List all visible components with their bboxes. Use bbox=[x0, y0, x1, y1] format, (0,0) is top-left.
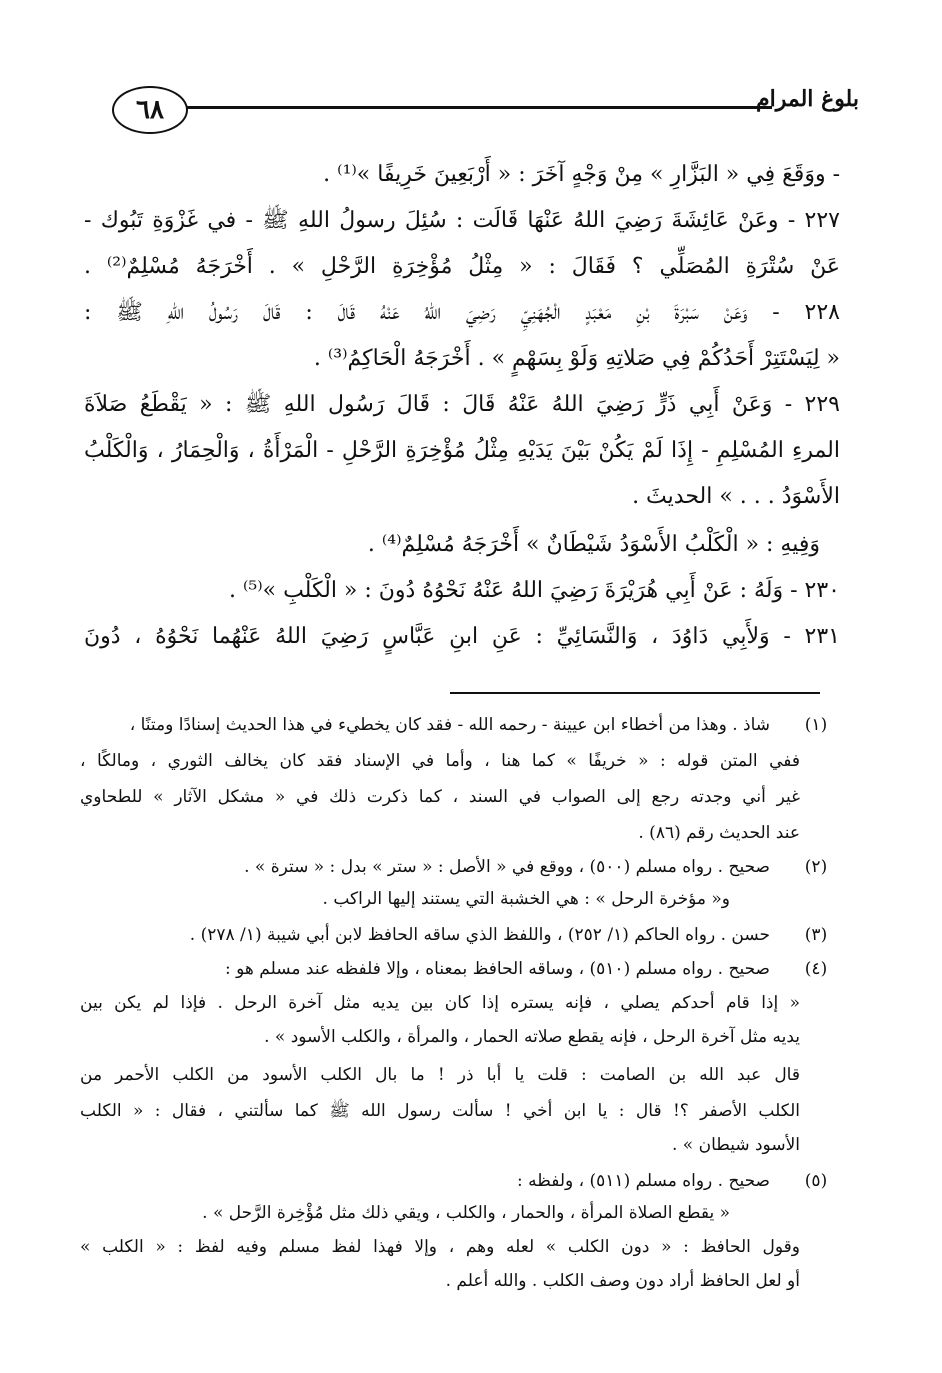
hadith-line: وَفِيهِ : « الْكَلْبُ الأَسْوَدُ شَيْطَانٌ » أَخْرَجَهُ مُسْلِمٌ⁽⁴⁾ . bbox=[367, 532, 820, 557]
footnote-number: (١) bbox=[804, 715, 828, 735]
header-rule bbox=[186, 106, 772, 109]
hadith-line: عَنْ سُتْرَةِ المُصَلِّي ؟ فَقَالَ : « مِثْلُ مُؤْخِرَةِ الرَّحْلِ » . أَخْرَجَهُ مُسْلِمٌ⁽²⁾ . bbox=[84, 254, 840, 279]
footnote-number: (٣) bbox=[804, 925, 828, 945]
footnote-line: و« مؤخرة الرحل » : هي الخشبة التي يستند إليها الراكب . bbox=[322, 889, 730, 909]
footnote-line: الكلب الأصفر ؟! قال : يا ابن أخي ! سألت رسول الله ﷺ كما سألتني ، فقال : « الكلب bbox=[80, 1101, 800, 1121]
footnote-number: (٢) bbox=[804, 857, 828, 877]
hadith-line: المرءِ المُسْلِمِ - إِذَا لَمْ يَكُنْ بَيْنَ يَدَيْهِ مِثْلُ مُؤْخِرَةِ الرَّحْلِ - الْمَرْأَةُ ، وَالْحِمَارُ ، وَالْكَلْبُ bbox=[84, 438, 840, 463]
footnote-number: (٤) bbox=[804, 959, 828, 979]
footnote-line: قال عبد الله بن الصامت : قلت يا أبا ذر ! ما بال الكلب الأسود من الكلب الأحمر من bbox=[80, 1065, 800, 1085]
footnote-line: وقول الحافظ : « دون الكلب » لعله وهم ، وإلا فهذا لفظ مسلم وفيه لفظ : « الكلب » bbox=[80, 1237, 800, 1257]
footnote-line: الأسود شيطان » . bbox=[671, 1135, 800, 1155]
footnote-number: (٥) bbox=[804, 1171, 828, 1191]
footnote-line: صحيح . رواه مسلم (٥١١) ، ولفظه : bbox=[517, 1171, 770, 1191]
footnote-line: « إذا قام أحدكم يصلي ، فإنه يستره إذا كان بين يديه مثل آخرة الرحل . فإذا لم يكن بين bbox=[80, 993, 800, 1013]
hadith-line: ٢٢٩ - وَعَنْ أَبِي ذَرٍّ رَضِيَ اللهُ عَنْهُ قَالَ : قَالَ رَسُول اللهِ ﷺ : « يَقْطَعُ صَلاَةَ bbox=[84, 392, 840, 417]
footnote-line: غير أني وجدته رجع إلى الصواب في السند ، كما ذكرت ذلك في « مشكل الآثار » للطحاوي bbox=[80, 787, 800, 807]
footnote-line: صحيح . رواه مسلم (٥٠٠) ، ووقع في « الأصل : « ستر » بدل : « سترة » . bbox=[244, 857, 770, 877]
footnote-line: صحيح . رواه مسلم (٥١٠) ، وساقه الحافظ بمعناه ، وإلا فلفظه عند مسلم هو : bbox=[225, 959, 770, 979]
page-number: ٦٨ bbox=[112, 86, 188, 134]
footnote-line: حسن . رواه الحاكم (١/ ٢٥٢) ، واللفظ الذي ساقه الحافظ لابن أبي شيبة (١/ ٢٧٨) . bbox=[189, 925, 770, 945]
footnote-line: أو لعل الحافظ أراد دون وصف الكلب . والله أعلم . bbox=[445, 1271, 800, 1291]
hadith-line: ٢٢٧ - وعَنْ عَائِشَةَ رَضِيَ اللهُ عَنْهَا قَالَت : سُئِلَ رسولُ اللهِ ﷺ - في غَزْوَةِ تَبُوك - bbox=[84, 208, 840, 233]
footnote-line: « يقطع الصلاة المرأة ، والحمار ، والكلب ، ويقي ذلك مثل مُؤْخِرة الرَّحل » . bbox=[202, 1203, 730, 1223]
footnote-line: يديه مثل آخرة الرحل ، فإنه يقطع صلاته الحمار ، والمرأة ، والكلب الأسود » . bbox=[264, 1027, 800, 1047]
hadith-line: ٢٢٨ - وَعَنْ سَبْرَةَ بْنِ مَعْبَدٍ الْجُهَنِيِّ رَضِيَ اللهُ عَنْهُ قَالَ : قَالَ رَسُولُ اللهِ ﷺ : bbox=[84, 300, 840, 325]
footnote-line: ففي المتن قوله : « خريفًا » كما هنا ، وأما في الإسناد فقد كان يخالف الثوري ، ومالكًا ، bbox=[80, 751, 800, 771]
footnote-separator bbox=[450, 692, 820, 694]
hadith-line: « لِيَسْتَتِرْ أَحَدُكُمْ فِي صَلاتِهِ وَلَوْ بِسَهْمٍ » . أَخْرَجَهُ الْحَاكِمُ⁽³⁾ . bbox=[313, 346, 840, 371]
hadith-line: الأَسْوَدُ . . . » الحديثَ . bbox=[632, 484, 840, 509]
footnote-line: عند الحديث رقم (٨٦) . bbox=[638, 823, 800, 843]
hadith-line: - ووَقَعَ فِي « البَزَّارِ » مِنْ وَجْهٍ آخَرَ : « أَرْبَعِينَ خَرِيفًا »⁽¹⁾ . bbox=[323, 162, 840, 187]
book-title: بلوغ المرام bbox=[756, 86, 859, 112]
hadith-line: ٢٣١ - وَلأَبِي دَاوُدَ ، وَالنَّسَائِيِّ : عَنِ ابنِ عَبَّاسٍ رَضِيَ اللهُ عَنْهُما نَحْوُهُ ، دُونَ bbox=[84, 624, 840, 649]
hadith-line: ٢٣٠ - وَلَهُ : عَنْ أَبِي هُرَيْرَةَ رَضِيَ اللهُ عَنْهُ نَحْوُهُ دُونَ : « الْكَلْبِ »⁽⁵⁾ . bbox=[229, 578, 840, 603]
footnote-line: شاذ . وهذا من أخطاء ابن عيينة - رحمه الله - فقد كان يخطيء في هذا الحديث إسنادًا ومتنًا ، bbox=[129, 715, 770, 735]
